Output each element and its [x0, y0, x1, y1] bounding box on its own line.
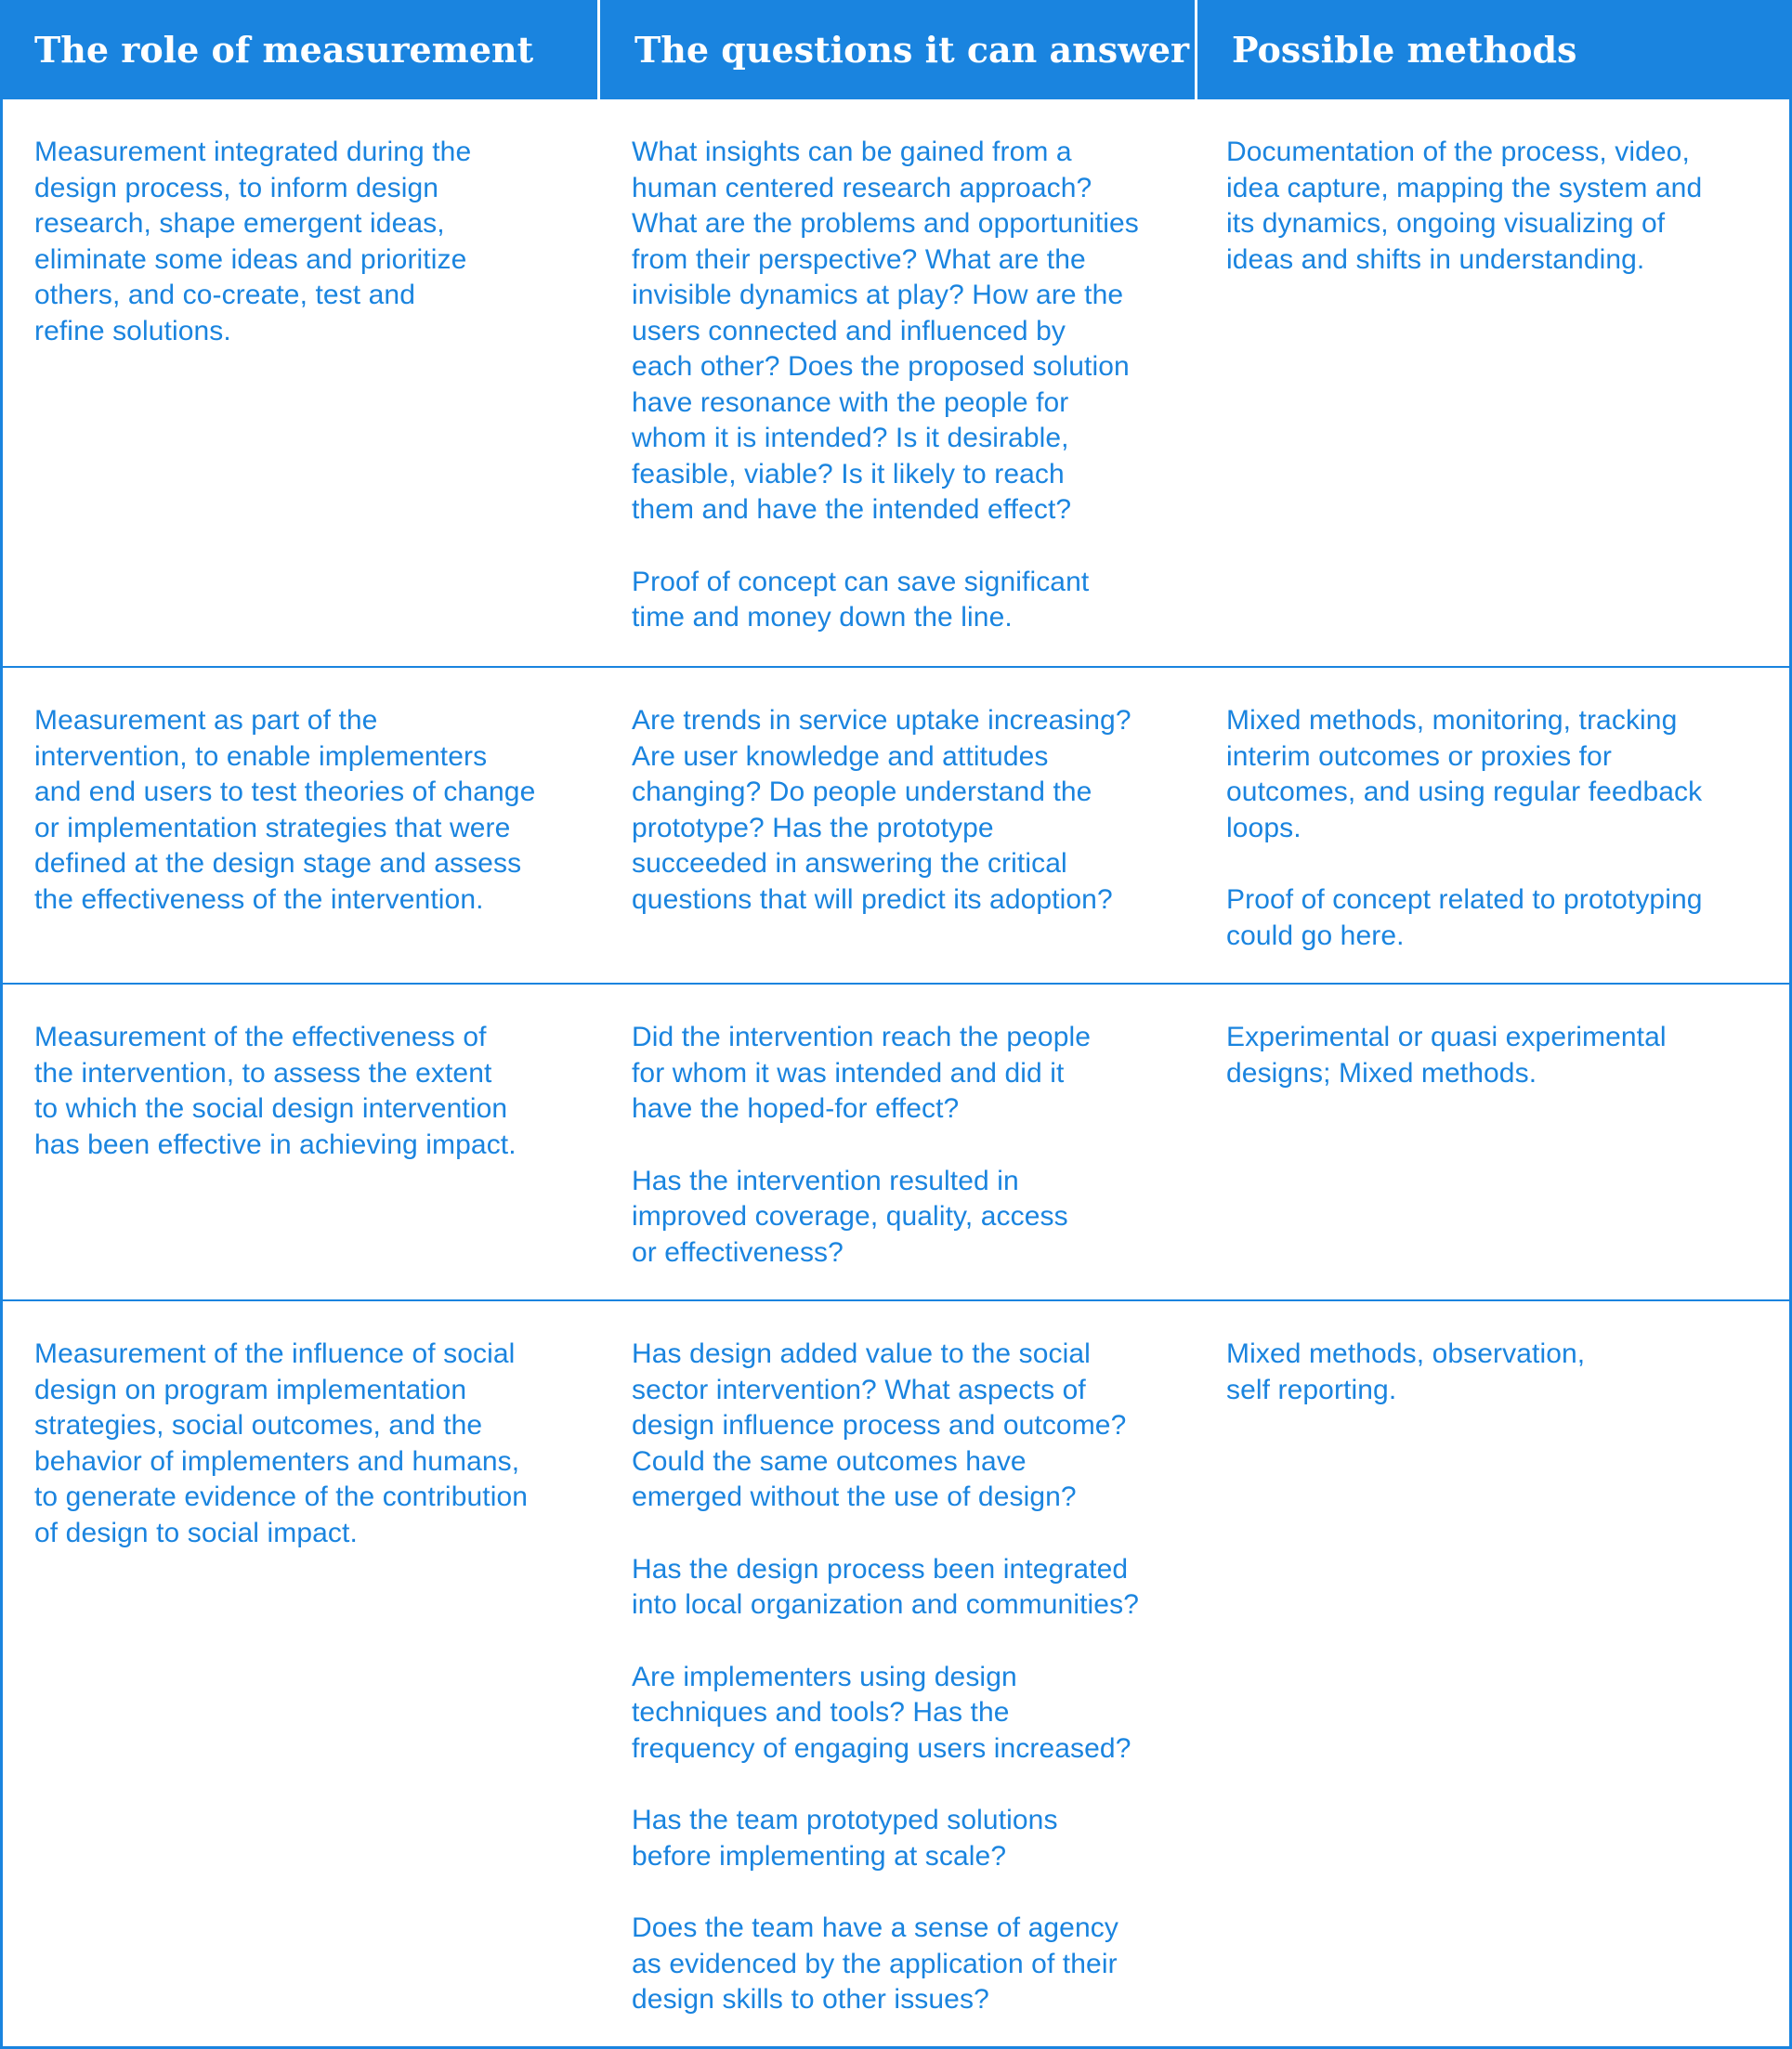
header-possible-methods: Possible methods [1232, 29, 1577, 71]
questions-cell [600, 1301, 1195, 2043]
methods-cell [1195, 668, 1789, 983]
questions-text: Did the intervention reach the people for whom it was intended and did it have the hoped-for effect? [632, 1022, 1092, 1124]
methods-cell [1195, 1301, 1789, 2043]
table-row [3, 985, 1789, 1301]
questions-text: Has design added value to the social sector intervention? What aspects of design influence process and outcome? Could the same outcomes have emerged without the use of design? [632, 1338, 1127, 1512]
table-row [3, 99, 1789, 668]
methods-text: Proof of concept related to prototyping could go here. [1226, 884, 1703, 951]
questions-text: Are implementers using design techniques and tools? Has the frequency of engaging users increased? [632, 1661, 1131, 1764]
questions-cell [600, 99, 1195, 666]
methods-text: Mixed methods, observation, self reporting. [1226, 1338, 1586, 1405]
questions-text: Has the design process been integrated into local organization and communities? [632, 1553, 1139, 1620]
questions-text: Are trends in service uptake increasing? Are user knowledge and attitudes changing? Do people understand the prototype? Has the prototype succeeded in answering the critical questions that will predict its adoption? [632, 705, 1131, 915]
header-questions: The questions it can answer [634, 29, 1190, 71]
role-cell [3, 99, 600, 666]
role-cell [3, 1301, 600, 2043]
questions-cell [600, 985, 1195, 1299]
role-text: Measurement integrated during the design process, to inform design research, shape emergent ideas, eliminate some ideas and prioritize others, and co-create, test and refine solutions. [34, 137, 472, 346]
methods-text: Experimental or quasi experimental designs; Mixed methods. [1226, 1022, 1667, 1089]
questions-text: What insights can be gained from a human centered research approach? What are the problems and opportunities from their perspective? What are the invisible dynamics at play? How are the users connected and influenced by each other? Does the proposed solution have resonance with the people for whom it is intended? Is it desirable, feasible, viable? Is it likely to reach them and have the intended effect? [632, 137, 1139, 525]
questions-text: Does the team have a sense of agency as evidenced by the application of their design skills to other issues? [632, 1912, 1118, 2015]
table-row [3, 1301, 1789, 2043]
role-text: Measurement as part of the intervention, to enable implementers and end users to test theories of change or implementation strategies that were defined at the design stage and assess the effectiveness of the intervention. [34, 705, 536, 915]
role-cell [3, 668, 600, 983]
questions-text: Proof of concept can save significant time and money down the line. [632, 566, 1090, 633]
role-text: Measurement of the influence of social design on program implementation strategies, social outcomes, and the behavior of implementers and humans, to generate evidence of the contribution of design to social impact. [34, 1338, 529, 1548]
methods-text: Mixed methods, monitoring, tracking interim outcomes or proxies for outcomes, and using regular feedback loops. [1226, 705, 1703, 843]
header-role-of-measurement: The role of measurement [34, 29, 534, 71]
methods-cell [1195, 99, 1789, 666]
role-cell [3, 985, 600, 1299]
questions-text: Has the intervention resulted in improved coverage, quality, access or effectiveness? [632, 1165, 1068, 1268]
methods-text: Documentation of the process, video, idea capture, mapping the system and its dynamics, ongoing visualizing of ideas and shifts in understanding. [1226, 137, 1703, 275]
questions-text: Has the team prototyped solutions before implementing at scale? [632, 1805, 1058, 1872]
table-header [0, 0, 1792, 99]
questions-cell [600, 668, 1195, 983]
table-row [3, 668, 1789, 985]
role-text: Measurement of the effectiveness of the intervention, to assess the extent to which the social design intervention has been effective in achieving impact. [34, 1022, 517, 1160]
methods-cell [1195, 985, 1789, 1299]
